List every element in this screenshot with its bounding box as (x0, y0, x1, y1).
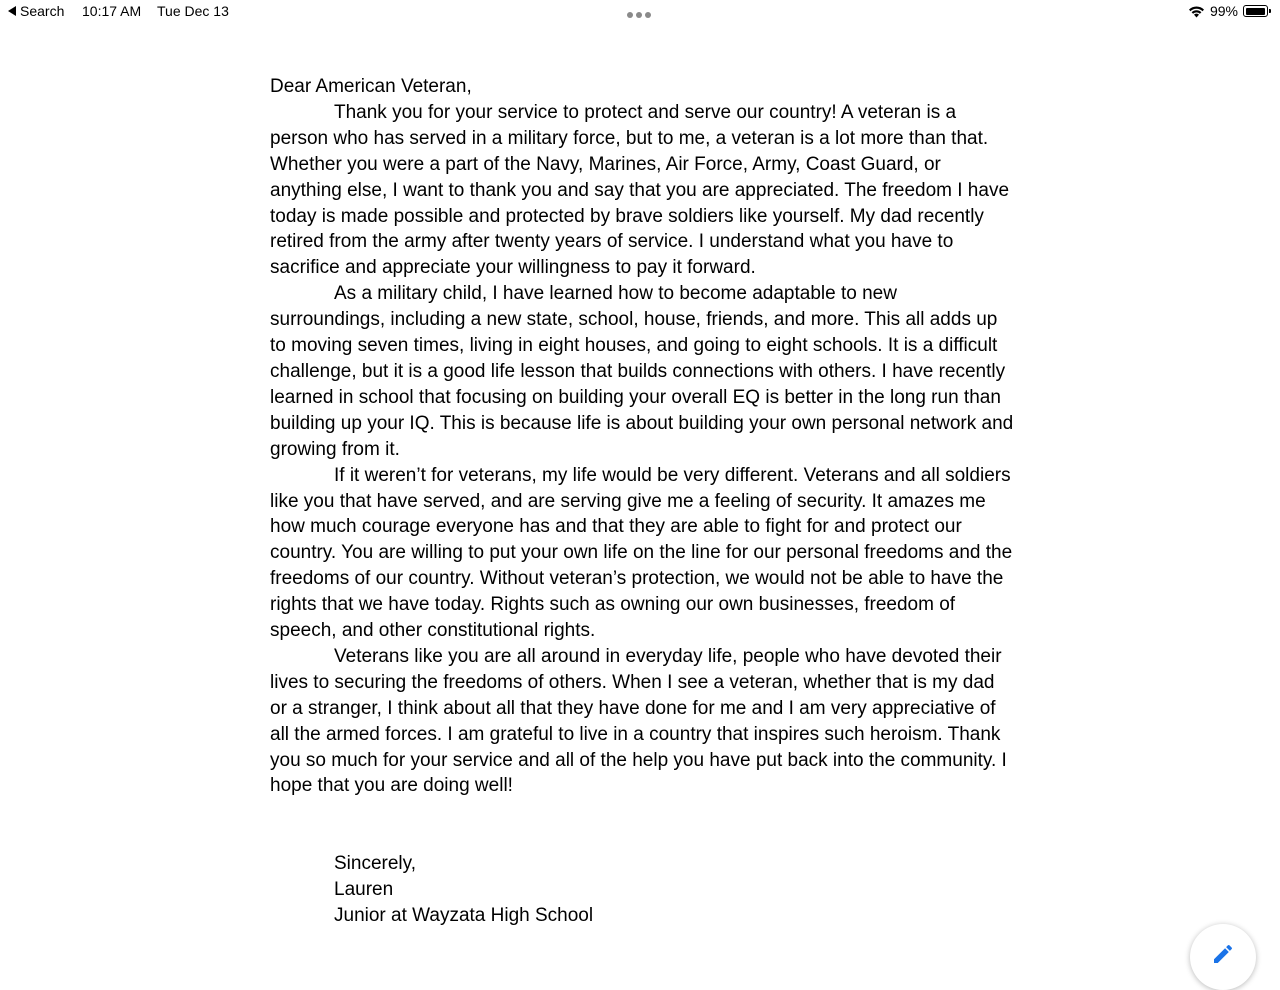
letter-paragraph: Veterans like you are all around in everyday life, people who have devoted their lives to securing the freedoms of others. When I see a veteran, whether that is my dad or a stranger, I think about all that they have done for me and I am very appreciative of all the armed forces. I am grateful to live in a country that inspires such heroism. Thank you so much for your service and all of the help you have put back into the community. I hope that you are doing well! (270, 645, 1007, 797)
battery-tip (1269, 9, 1271, 13)
letter-paragraph: Thank you for your service to protect and serve our country! A veteran is a person who has served in a military force, but to me, a veteran is a lot more than that. Whether you were a part of the Navy, Marines, Air Force, Army, Coast Guard, or anything else, I want to thank you and say that you are appreciated. The freedom I have today is made possible and protected by brave soldiers like yourself. My dad recently retired from the army after twenty years of service. I understand what you have to sacrifice and appreciate your willingness to pay it forward. (270, 101, 1010, 279)
wifi-icon (1188, 5, 1205, 18)
letter-document (270, 74, 1015, 929)
edit-fab-button[interactable] (1190, 924, 1256, 990)
back-arrow-icon (8, 6, 16, 16)
status-indicators (1188, 3, 1272, 19)
battery-percent: 99% (1209, 3, 1238, 19)
battery-level (1246, 8, 1266, 15)
dot-icon (636, 12, 642, 18)
letter-paragraph: If it weren’t for veterans, my life would be very different. Veterans and all soldiers like you that have served, and are serving give me a feeling of security. It amazes me how much courage everyone has and that they are able to fight for and protect our country. You are willing to put your own life on the line for our personal freedoms and the freedoms of our country. Without veteran’s protection, we would not be able to have the rights that we have today. Rights such as owning our own businesses, freedom of speech, and other constitutional rights. (270, 464, 1013, 642)
signature-block (270, 851, 1015, 929)
signature-name: Lauren (334, 879, 394, 901)
back-label: Search (20, 3, 65, 19)
status-bar (0, 0, 1280, 24)
letter-salutation: Dear American Veteran, (270, 76, 472, 97)
status-time: 10:17 AM (82, 3, 142, 19)
dot-icon (627, 12, 633, 18)
signature-title: Junior at Wayzata High School (334, 905, 594, 927)
status-date: Tue Dec 13 (157, 3, 229, 19)
dot-icon (645, 12, 651, 18)
battery-icon (1243, 5, 1268, 17)
letter-paragraph: As a military child, I have learned how to become adaptable to new surroundings, including a new state, school, house, friends, and more. This all adds up to moving seven times, living in eight houses, and going to eight schools. It is a difficult challenge, but it is a good life lesson that builds connections with others. I have recently learned in school that focusing on building your overall EQ is better in the long run than building up your IQ. This is because life is about building your own personal network and growing from it. (270, 283, 1014, 460)
pencil-icon (1211, 942, 1235, 966)
letter-closing: Sincerely, (334, 853, 417, 875)
back-to-search-button[interactable] (8, 3, 64, 19)
multitasking-menu-button[interactable] (627, 12, 651, 18)
